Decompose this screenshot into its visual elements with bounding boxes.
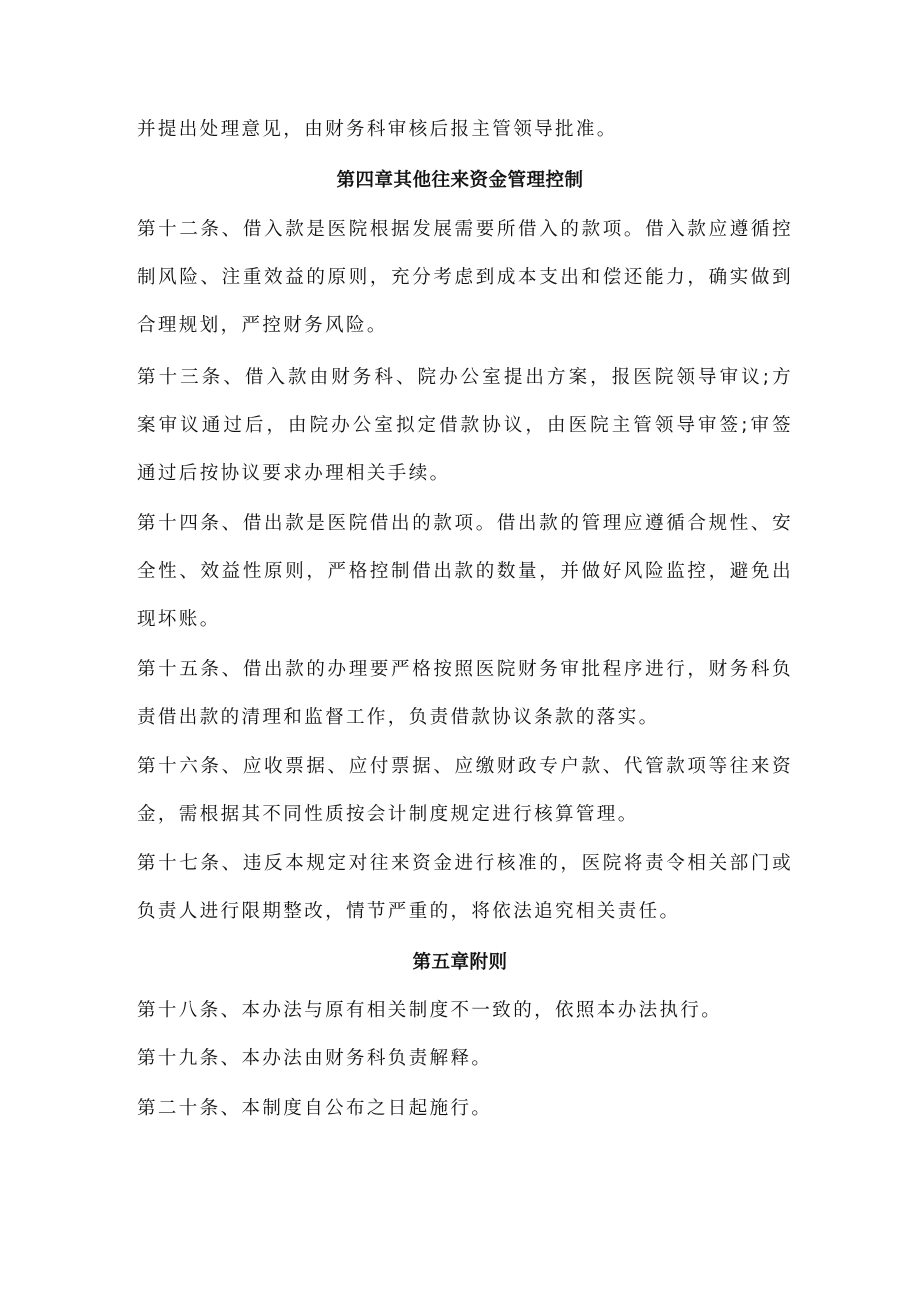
article-20: 第二十条、本制度自公布之日起施行。 — [137, 1098, 493, 1119]
article-13: 第十三条、借入款由财务科、院办公室提出方案，报医院领导审议;方案审议通过后，由院办公室拟定借款协议，由医院主管领导审签;审签通过后按协议要求办理相关手续。 — [137, 367, 793, 484]
chapter-4-heading: 第四章其他往来资金管理控制 — [336, 170, 584, 191]
article-14: 第十四条、借出款是医院借出的款项。借出款的管理应遵循合规性、安全性、效益性原则，严格控制借出款的数量，并做好风险监控，避免出现坏账。 — [137, 513, 793, 630]
article-19: 第十九条、本办法由财务科负责解释。 — [137, 1048, 493, 1069]
chapter-5-heading: 第五章附则 — [412, 952, 508, 973]
paragraph-continuation: 并提出处理意见，由财务科审核后报主管领导批准。 — [137, 119, 618, 140]
article-18: 第十八条、本办法与原有相关制度不一致的，依照本办法执行。 — [137, 1000, 723, 1021]
article-12: 第十二条、借入款是医院根据发展需要所借入的款项。借入款应遵循控制风险、注重效益的原则，充分考虑到成本支出和偿还能力，确实做到合理规划，严控财务风险。 — [137, 219, 793, 336]
article-15: 第十五条、借出款的办理要严格按照医院财务审批程序进行，财务科负责借出款的清理和监督工作，负责借款协议条款的落实。 — [137, 659, 793, 728]
article-16: 第十六条、应收票据、应付票据、应缴财政专户款、代管款项等往来资金，需根据其不同性质按会计制度规定进行核算管理。 — [137, 756, 793, 825]
article-17: 第十七条、违反本规定对往来资金进行核准的，医院将责令相关部门或负责人进行限期整改，情节严重的，将依法追究相关责任。 — [137, 853, 793, 922]
